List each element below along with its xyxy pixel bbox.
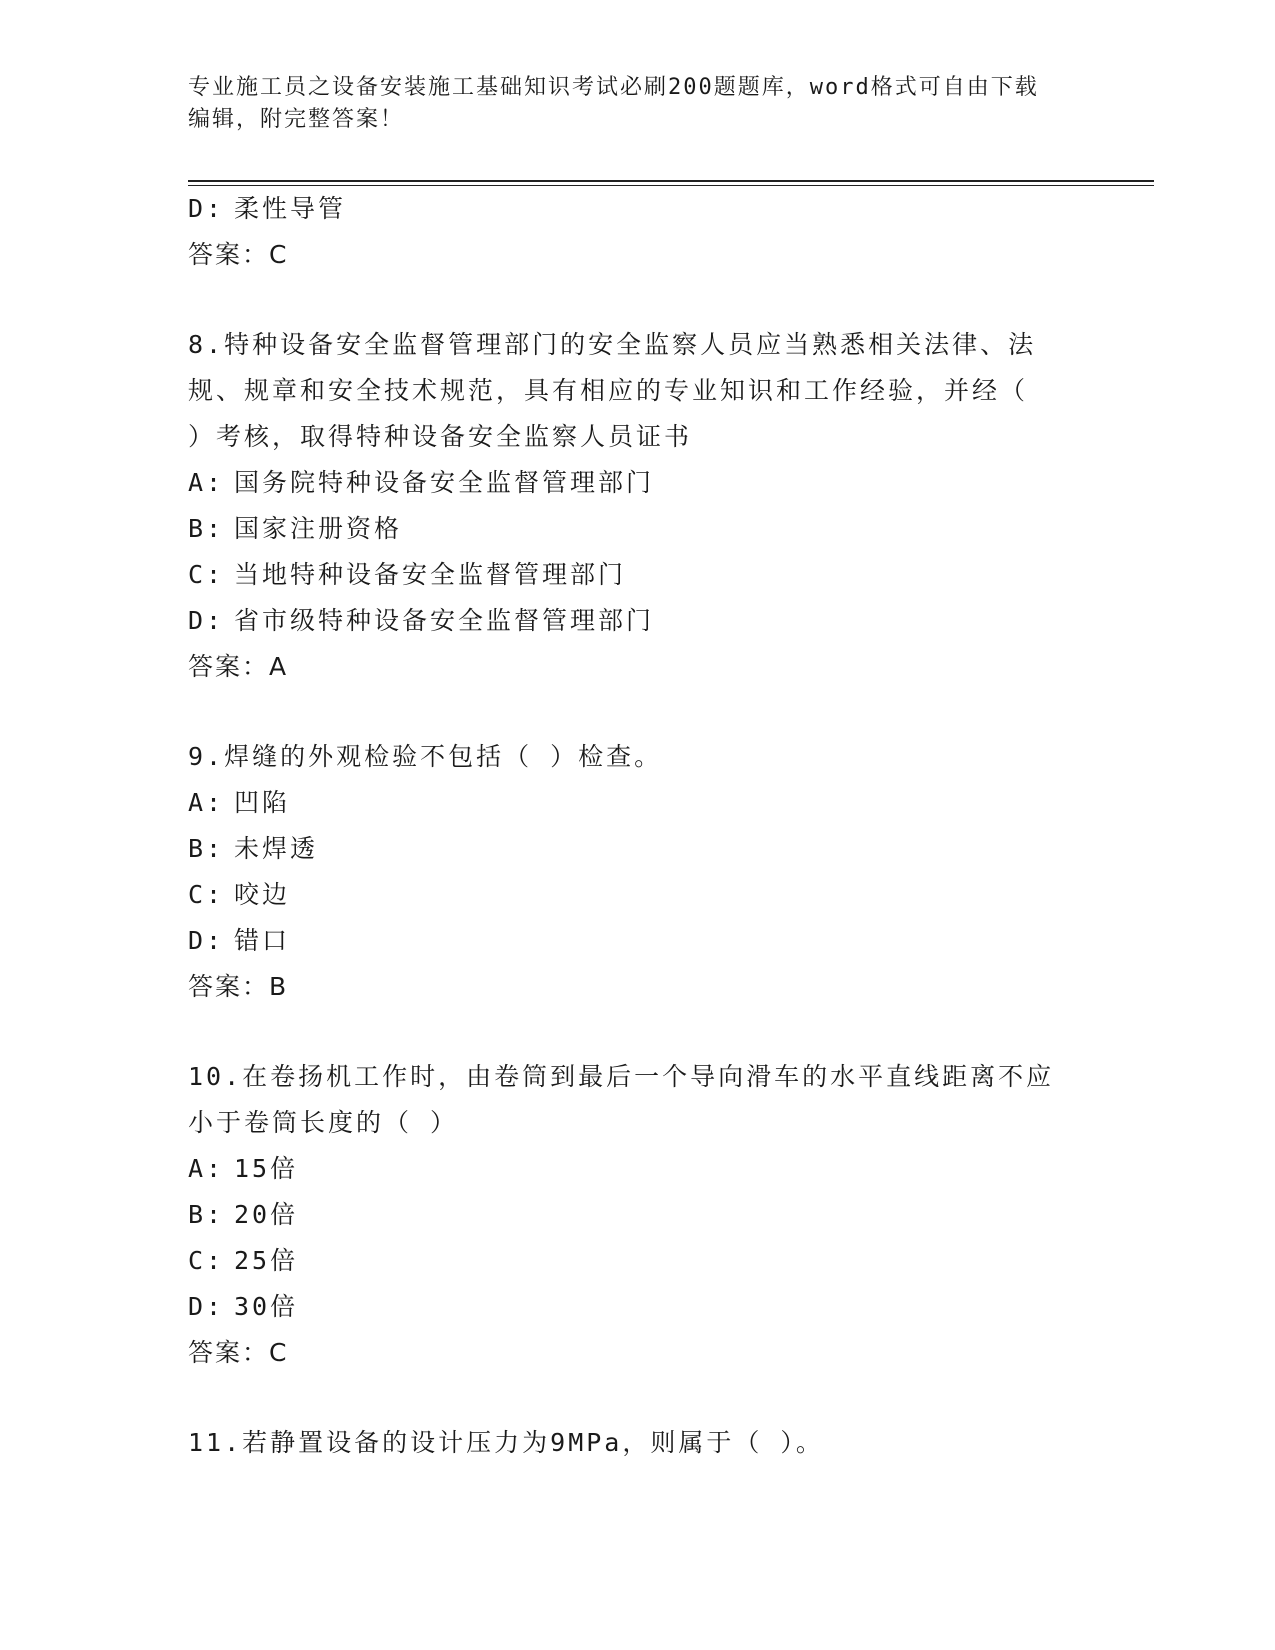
- option-c: [188, 552, 1088, 598]
- option-label: C:: [188, 560, 225, 589]
- option-label: D:: [188, 194, 225, 223]
- option-b: [188, 1192, 1088, 1238]
- answer-line: 答案：A: [188, 652, 289, 681]
- document-header: [188, 72, 1068, 136]
- option-c: [188, 872, 1088, 918]
- question-stem-line: 9.焊缝的外观检验不包括（ ）检查。: [188, 742, 663, 771]
- question-11: [188, 1420, 1088, 1466]
- header-title-line-2: 编辑，附完整答案！: [188, 107, 405, 132]
- option-text: 柔性导管: [234, 194, 347, 223]
- option-a: [188, 460, 1088, 506]
- answer-line: 答案：B: [188, 972, 289, 1001]
- question-stem-line: 10.在卷扬机工作时，由卷筒到最后一个导向滑车的水平直线距离不应: [188, 1062, 1055, 1091]
- option-label: A:: [188, 1154, 225, 1183]
- option-d: [188, 598, 1088, 644]
- option-a: [188, 1146, 1088, 1192]
- option-text: 省市级特种设备安全监督管理部门: [234, 606, 655, 635]
- question-list: [188, 186, 1088, 1466]
- option-d: [188, 1284, 1088, 1330]
- option-text: 国务院特种设备安全监督管理部门: [234, 468, 655, 497]
- option-d: [188, 918, 1088, 964]
- option-label: A:: [188, 468, 225, 497]
- option-text: 咬边: [234, 880, 291, 909]
- option-text: 25倍: [234, 1246, 299, 1275]
- option-label: D:: [188, 606, 225, 635]
- option-text: 凹陷: [234, 788, 291, 817]
- option-text: 未焊透: [234, 834, 319, 863]
- option-text: 30倍: [234, 1292, 299, 1321]
- header-title-line-1: 专业施工员之设备安装施工基础知识考试必刷200题题库，word格式可自由下载: [188, 75, 1039, 100]
- option-b: [188, 826, 1088, 872]
- option-label: A:: [188, 788, 225, 817]
- option-label: B:: [188, 834, 225, 863]
- option-label: D:: [188, 926, 225, 955]
- option-b: [188, 506, 1088, 552]
- question-stem-line: 规、规章和安全技术规范，具有相应的专业知识和工作经验，并经（: [188, 376, 1029, 405]
- question-9: [188, 734, 1088, 1010]
- option-label: C:: [188, 880, 225, 909]
- option-a: [188, 780, 1088, 826]
- answer-line: 答案：C: [188, 240, 289, 269]
- document-page: [188, 0, 1154, 1650]
- question-stem-line: 8.特种设备安全监督管理部门的安全监察人员应当熟悉相关法律、法: [188, 330, 1037, 359]
- option-d: [188, 186, 1088, 232]
- option-text: 15倍: [234, 1154, 299, 1183]
- option-label: B:: [188, 514, 225, 543]
- question-7-tail: [188, 186, 1088, 278]
- option-label: B:: [188, 1200, 225, 1229]
- answer-line: 答案：C: [188, 1338, 289, 1367]
- question-10: [188, 1054, 1088, 1376]
- option-text: 20倍: [234, 1200, 299, 1229]
- option-text: 错口: [234, 926, 291, 955]
- question-stem-line: ）考核，取得特种设备安全监察人员证书: [188, 422, 693, 451]
- option-text: 当地特种设备安全监督管理部门: [234, 560, 627, 589]
- option-label: D:: [188, 1292, 225, 1321]
- question-8: [188, 322, 1088, 690]
- option-label: C:: [188, 1246, 225, 1275]
- question-stem-line: 11.若静置设备的设计压力为9MPa，则属于（ ）。: [188, 1428, 824, 1457]
- option-text: 国家注册资格: [234, 514, 403, 543]
- question-stem-line: 小于卷筒长度的（ ）: [188, 1108, 459, 1137]
- option-c: [188, 1238, 1088, 1284]
